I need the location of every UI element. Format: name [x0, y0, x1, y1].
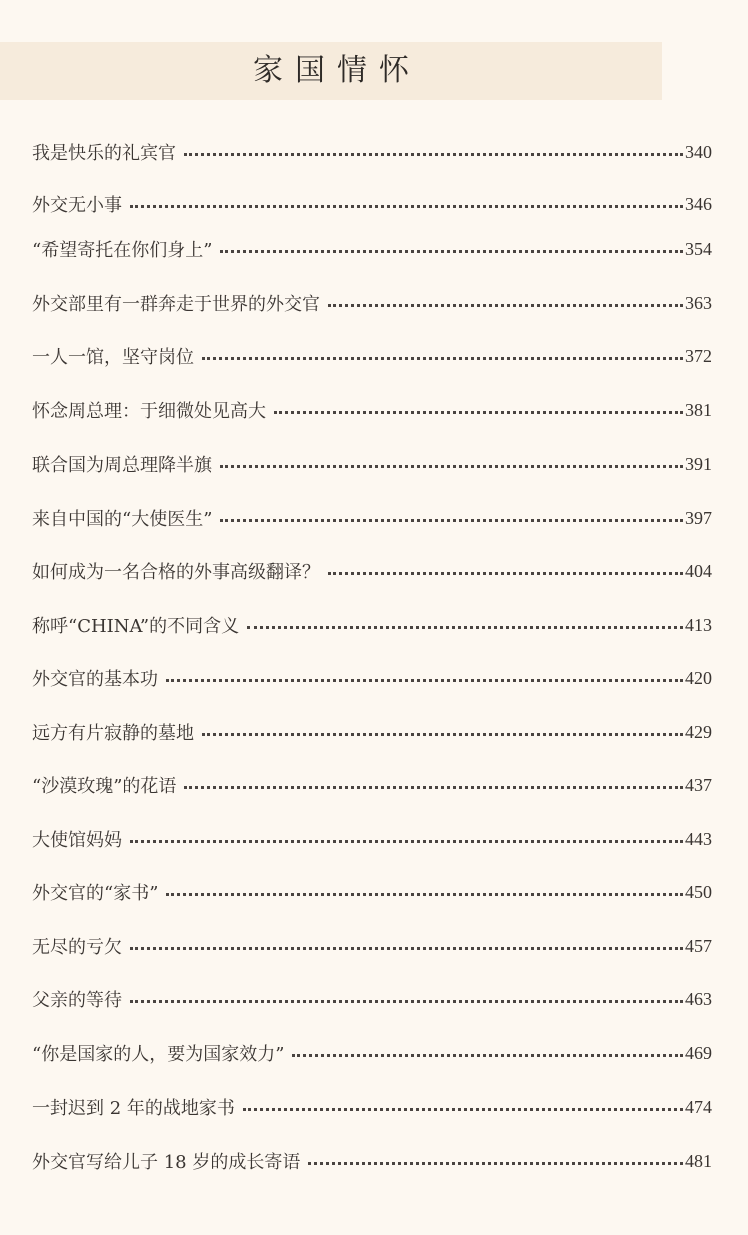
- leader-dots: [292, 1054, 683, 1057]
- toc-entry[interactable]: [32, 1146, 712, 1176]
- toc-entry[interactable]: [32, 1092, 712, 1122]
- toc-entry-title: 远方有片寂静的墓地: [32, 723, 194, 744]
- toc-entry-page: 397: [685, 507, 712, 528]
- toc-entry-title: 一封迟到 2 年的战地家书: [32, 1098, 235, 1119]
- leader-dots: [243, 1108, 683, 1111]
- toc-entry-page: 437: [685, 774, 712, 795]
- toc-entry-page: 372: [685, 345, 712, 366]
- toc-entry[interactable]: [32, 556, 712, 586]
- toc-entry[interactable]: [32, 610, 712, 640]
- leader-dots: [202, 733, 683, 736]
- toc-entry-title: 如何成为一名合格的外事高级翻译？: [32, 562, 320, 583]
- toc-entry-page: 443: [685, 828, 712, 849]
- toc-entry-title: 一人一馆，坚守岗位: [32, 347, 194, 368]
- toc-entry[interactable]: [32, 717, 712, 747]
- toc-entry-title: “你是国家的人，要为国家效力”: [32, 1044, 285, 1065]
- leader-dots: [274, 411, 683, 414]
- toc-entry-page: 420: [685, 667, 712, 688]
- toc-entry[interactable]: [32, 1038, 712, 1068]
- toc-entry-title: 称呼“CHINA”的不同含义: [32, 616, 240, 637]
- toc-entry-page: 463: [685, 988, 712, 1009]
- toc-entry[interactable]: [32, 984, 712, 1014]
- toc-entry[interactable]: [32, 824, 712, 854]
- toc-entry-title: “希望寄托在你们身上”: [32, 240, 213, 261]
- leader-dots: [328, 572, 683, 575]
- toc-entry-page: 457: [685, 935, 712, 956]
- toc-entry-title: 外交官写给儿子 18 岁的成长寄语: [32, 1152, 301, 1173]
- toc-entry-page: 429: [685, 721, 712, 742]
- toc-entry[interactable]: [32, 341, 712, 371]
- toc-entry-page: 469: [685, 1042, 712, 1063]
- leader-dots: [130, 840, 683, 843]
- toc-entry-title: 我是快乐的礼宾官: [32, 143, 176, 164]
- toc-entry-page: 363: [685, 292, 712, 313]
- toc-entry[interactable]: [32, 663, 712, 693]
- toc-entry[interactable]: [32, 877, 712, 907]
- toc-entry-title: 来自中国的“大使医生”: [32, 509, 213, 530]
- toc-entry-page: 474: [685, 1096, 712, 1117]
- leader-dots: [130, 947, 683, 950]
- leader-dots: [308, 1162, 683, 1165]
- toc-entry-title: 无尽的亏欠: [32, 937, 122, 958]
- leader-dots: [247, 626, 683, 629]
- toc-entry[interactable]: [32, 288, 712, 318]
- toc-entry[interactable]: [32, 931, 712, 961]
- toc-entry[interactable]: [32, 234, 712, 264]
- toc-entry[interactable]: [32, 137, 712, 167]
- toc-entry-title: 外交官的“家书”: [32, 883, 159, 904]
- leader-dots: [130, 1000, 683, 1003]
- toc-entry-title: 外交部里有一群奔走于世界的外交官: [32, 294, 320, 315]
- toc-entry-title: 联合国为周总理降半旗: [32, 455, 212, 476]
- toc-entry-page: 413: [685, 614, 712, 635]
- section-title: 家国情怀: [253, 53, 421, 88]
- toc-entry-page: 340: [685, 141, 712, 162]
- toc-entry[interactable]: [32, 395, 712, 425]
- toc-entry-title: 大使馆妈妈: [32, 830, 122, 851]
- toc-entry-title: 怀念周总理：于细微处见高大: [32, 401, 266, 422]
- toc-entry[interactable]: [32, 503, 712, 533]
- toc-entry-title: 外交无小事: [32, 195, 122, 216]
- toc-entry-page: 481: [685, 1150, 712, 1171]
- leader-dots: [220, 519, 683, 522]
- leader-dots: [184, 153, 683, 156]
- toc-entry-title: 外交官的基本功: [32, 669, 158, 690]
- leader-dots: [328, 304, 683, 307]
- toc-entry[interactable]: [32, 189, 712, 219]
- toc-entry[interactable]: [32, 449, 712, 479]
- toc-entry-title: “沙漠玫瑰”的花语: [32, 776, 177, 797]
- toc-entry[interactable]: [32, 770, 712, 800]
- leader-dots: [184, 786, 683, 789]
- toc-entry-page: 450: [685, 881, 712, 902]
- leader-dots: [220, 465, 683, 468]
- toc-entry-page: 381: [685, 399, 712, 420]
- toc-entry-page: 404: [685, 560, 712, 581]
- toc-entry-title: 父亲的等待: [32, 990, 122, 1011]
- toc-entry-page: 346: [685, 193, 712, 214]
- leader-dots: [130, 205, 683, 208]
- toc-entry-page: 354: [685, 238, 712, 259]
- leader-dots: [202, 357, 683, 360]
- leader-dots: [220, 250, 683, 253]
- leader-dots: [166, 893, 683, 896]
- leader-dots: [166, 679, 683, 682]
- toc-entry-page: 391: [685, 453, 712, 474]
